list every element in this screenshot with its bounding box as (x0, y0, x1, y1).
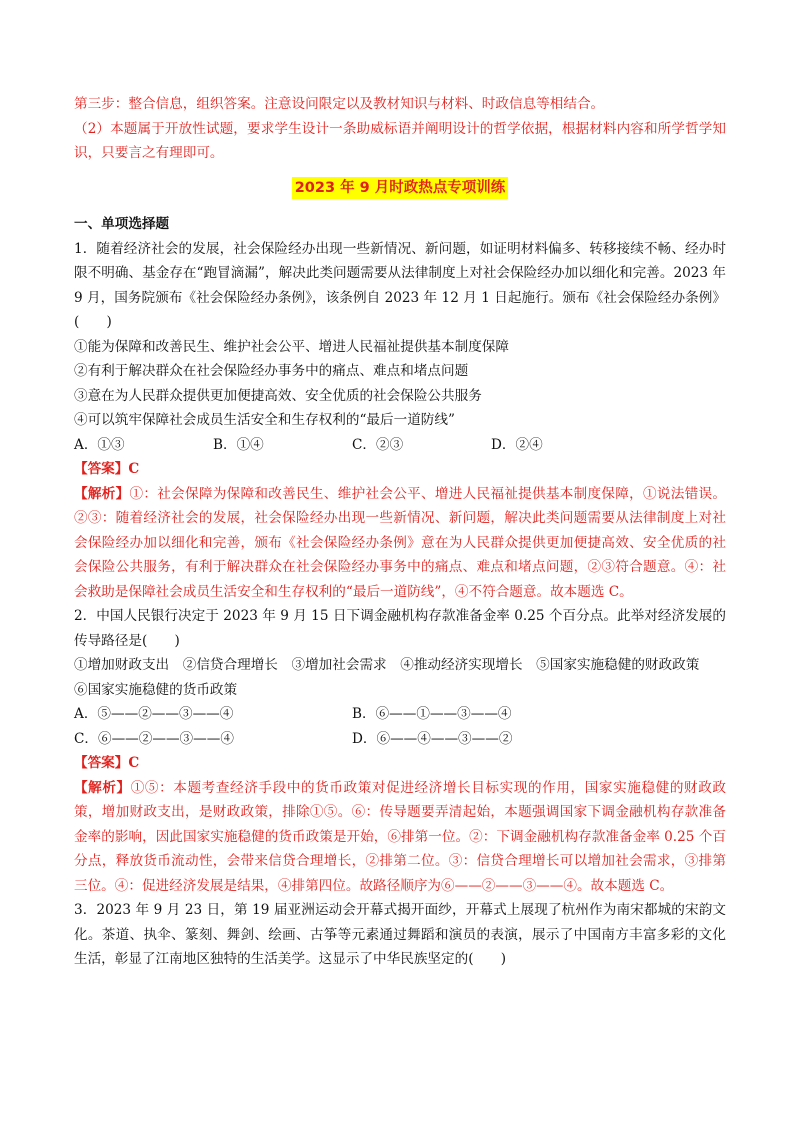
analysis (74, 482, 726, 605)
answer-label: 【答案】 (74, 461, 129, 477)
title-wrap (74, 176, 726, 201)
choice-c: C．②③ (352, 436, 404, 453)
analysis-text: ①⑤：本题考查经济手段中的货币政策对促进经济增长目标实现的作用，国家实施稳健的财政政策，增加财政支出，是财政政策，排除①⑤。⑥：传导题要弄清起始，本题强调国家下调金融机构存款准备金率的影响，因此国家实施稳健的货币政策是开始，⑥排第一位。②：下调金融机构存款准备金率 0.25 个百分点，释放货币流动性，会带来信贷合理增长，②排第二位。③：信贷合理增长可以增加社会需求，③排第三位。④：促进经济发展是结果，④排第四位。故路径顺序为⑥——②——③——④。故本题选 C。 (74, 779, 726, 894)
page-content (74, 92, 726, 972)
choice-b: B．⑥——①——③——④ (352, 706, 512, 722)
statement: ③意在为人民群众提供更加便捷高效、安全优质的社会保险公共服务 (74, 387, 482, 404)
statement: ④可以筑牢保障社会成员生活安全和生存权利的“最后一道防线” (74, 412, 455, 428)
statement: ②有利于解决群众在社会保险经办事务中的痛点、难点和堵点问题 (74, 363, 469, 379)
analysis-text: ①：社会保障为保障和改善民生、维护社会公平、增进人民福祉提供基本制度保障，①说法错误。②③：随着经济社会的发展，社会保险经办出现一些新情况、新问题，解决此类问题需要从法律制度上对社会保险经办加以细化和完善，颁布《社会保险经办条例》意在为人民群众提供更加便捷高效、安全优质的社会保险公共服务，有利于解决群众在社会保险经办事务中的痛点、难点和堵点问题，②③符合题意。④：社会救助是保障社会成员生活安全和生存权利的“最后一道防线”，④不符合题意。故本题选 C。 (74, 485, 726, 600)
choices (74, 702, 726, 751)
question-2 (74, 604, 726, 898)
choices (74, 433, 726, 458)
answer-label: 【答案】 (74, 755, 129, 771)
analysis (74, 776, 726, 899)
choice-b: B．①④ (213, 436, 264, 453)
answer (74, 457, 726, 482)
choice-d: D．②④ (491, 436, 543, 453)
question-stem: 1．随着经济社会的发展，社会保险经办出现一些新情况、新问题，如证明材料偏多、转移接续不畅、经办时限不明确、基金存在“跑冒滴漏”，解决此类问题需要从法律制度上对社会保险经办加以细化和完善。2023 年 9 月，国务院颁布《社会保险经办条例》，该条例自 2023 年 12 月 1 日起施行。颁布《社会保险经办条例》( ) (74, 240, 726, 330)
choice-a: A．①③ (74, 436, 125, 453)
question-stem: 3．2023 年 9 月 23 日，第 19 届亚洲运动会开幕式揭开面纱，开幕式上展现了杭州作为南宋都城的宋韵文化。茶道、执伞、篆刻、舞剑、绘画、古筝等元素通过舞蹈和演员的表演，展示了中国南方丰富多彩的文化生活，彰显了江南地区独特的生活美学。这显示了中华民族坚定的( ) (74, 902, 726, 967)
question-stem: 2．中国人民银行决定于 2023 年 9 月 15 日下调金融机构存款准备金率 0.25 个百分点。此举对经济发展的传导路径是( ) (74, 608, 726, 649)
statement: ①增加财政支出 ②信贷合理增长 ③增加社会需求 ④推动经济实现增长 ⑤国家实施稳健的财政政策 (74, 657, 700, 673)
answer (74, 751, 726, 776)
intro-step3: 第三步：整合信息，组织答案。注意设问限定以及教材知识与材料、时政信息等相结合。 (74, 96, 605, 112)
page-title: 2023 年 9 月时政热点专项训练 (292, 177, 509, 199)
intro-note2: （2）本题属于开放性试题，要求学生设计一条助威标语并阐明设计的哲学依据，根据材料内容和所学哲学知识，只要言之有理即可。 (74, 120, 726, 161)
statement: ⑥国家实施稳健的货币政策 (74, 681, 238, 698)
analysis-label: 【解析】 (74, 485, 130, 502)
choice-d: D．⑥——④——③——② (352, 730, 513, 747)
question-3 (74, 898, 726, 972)
answer-value: C (128, 461, 140, 477)
answer-value: C (128, 755, 140, 771)
question-1 (74, 237, 726, 605)
choice-a: A．⑤——②——③——④ (74, 706, 234, 722)
section-heading: 一、单项选择题 (74, 216, 170, 232)
analysis-label: 【解析】 (74, 779, 131, 796)
statement: ①能为保障和改善民生、维护社会公平、增进人民福祉提供基本制度保障 (74, 338, 509, 355)
choice-c: C．⑥——②——③——④ (74, 730, 234, 747)
